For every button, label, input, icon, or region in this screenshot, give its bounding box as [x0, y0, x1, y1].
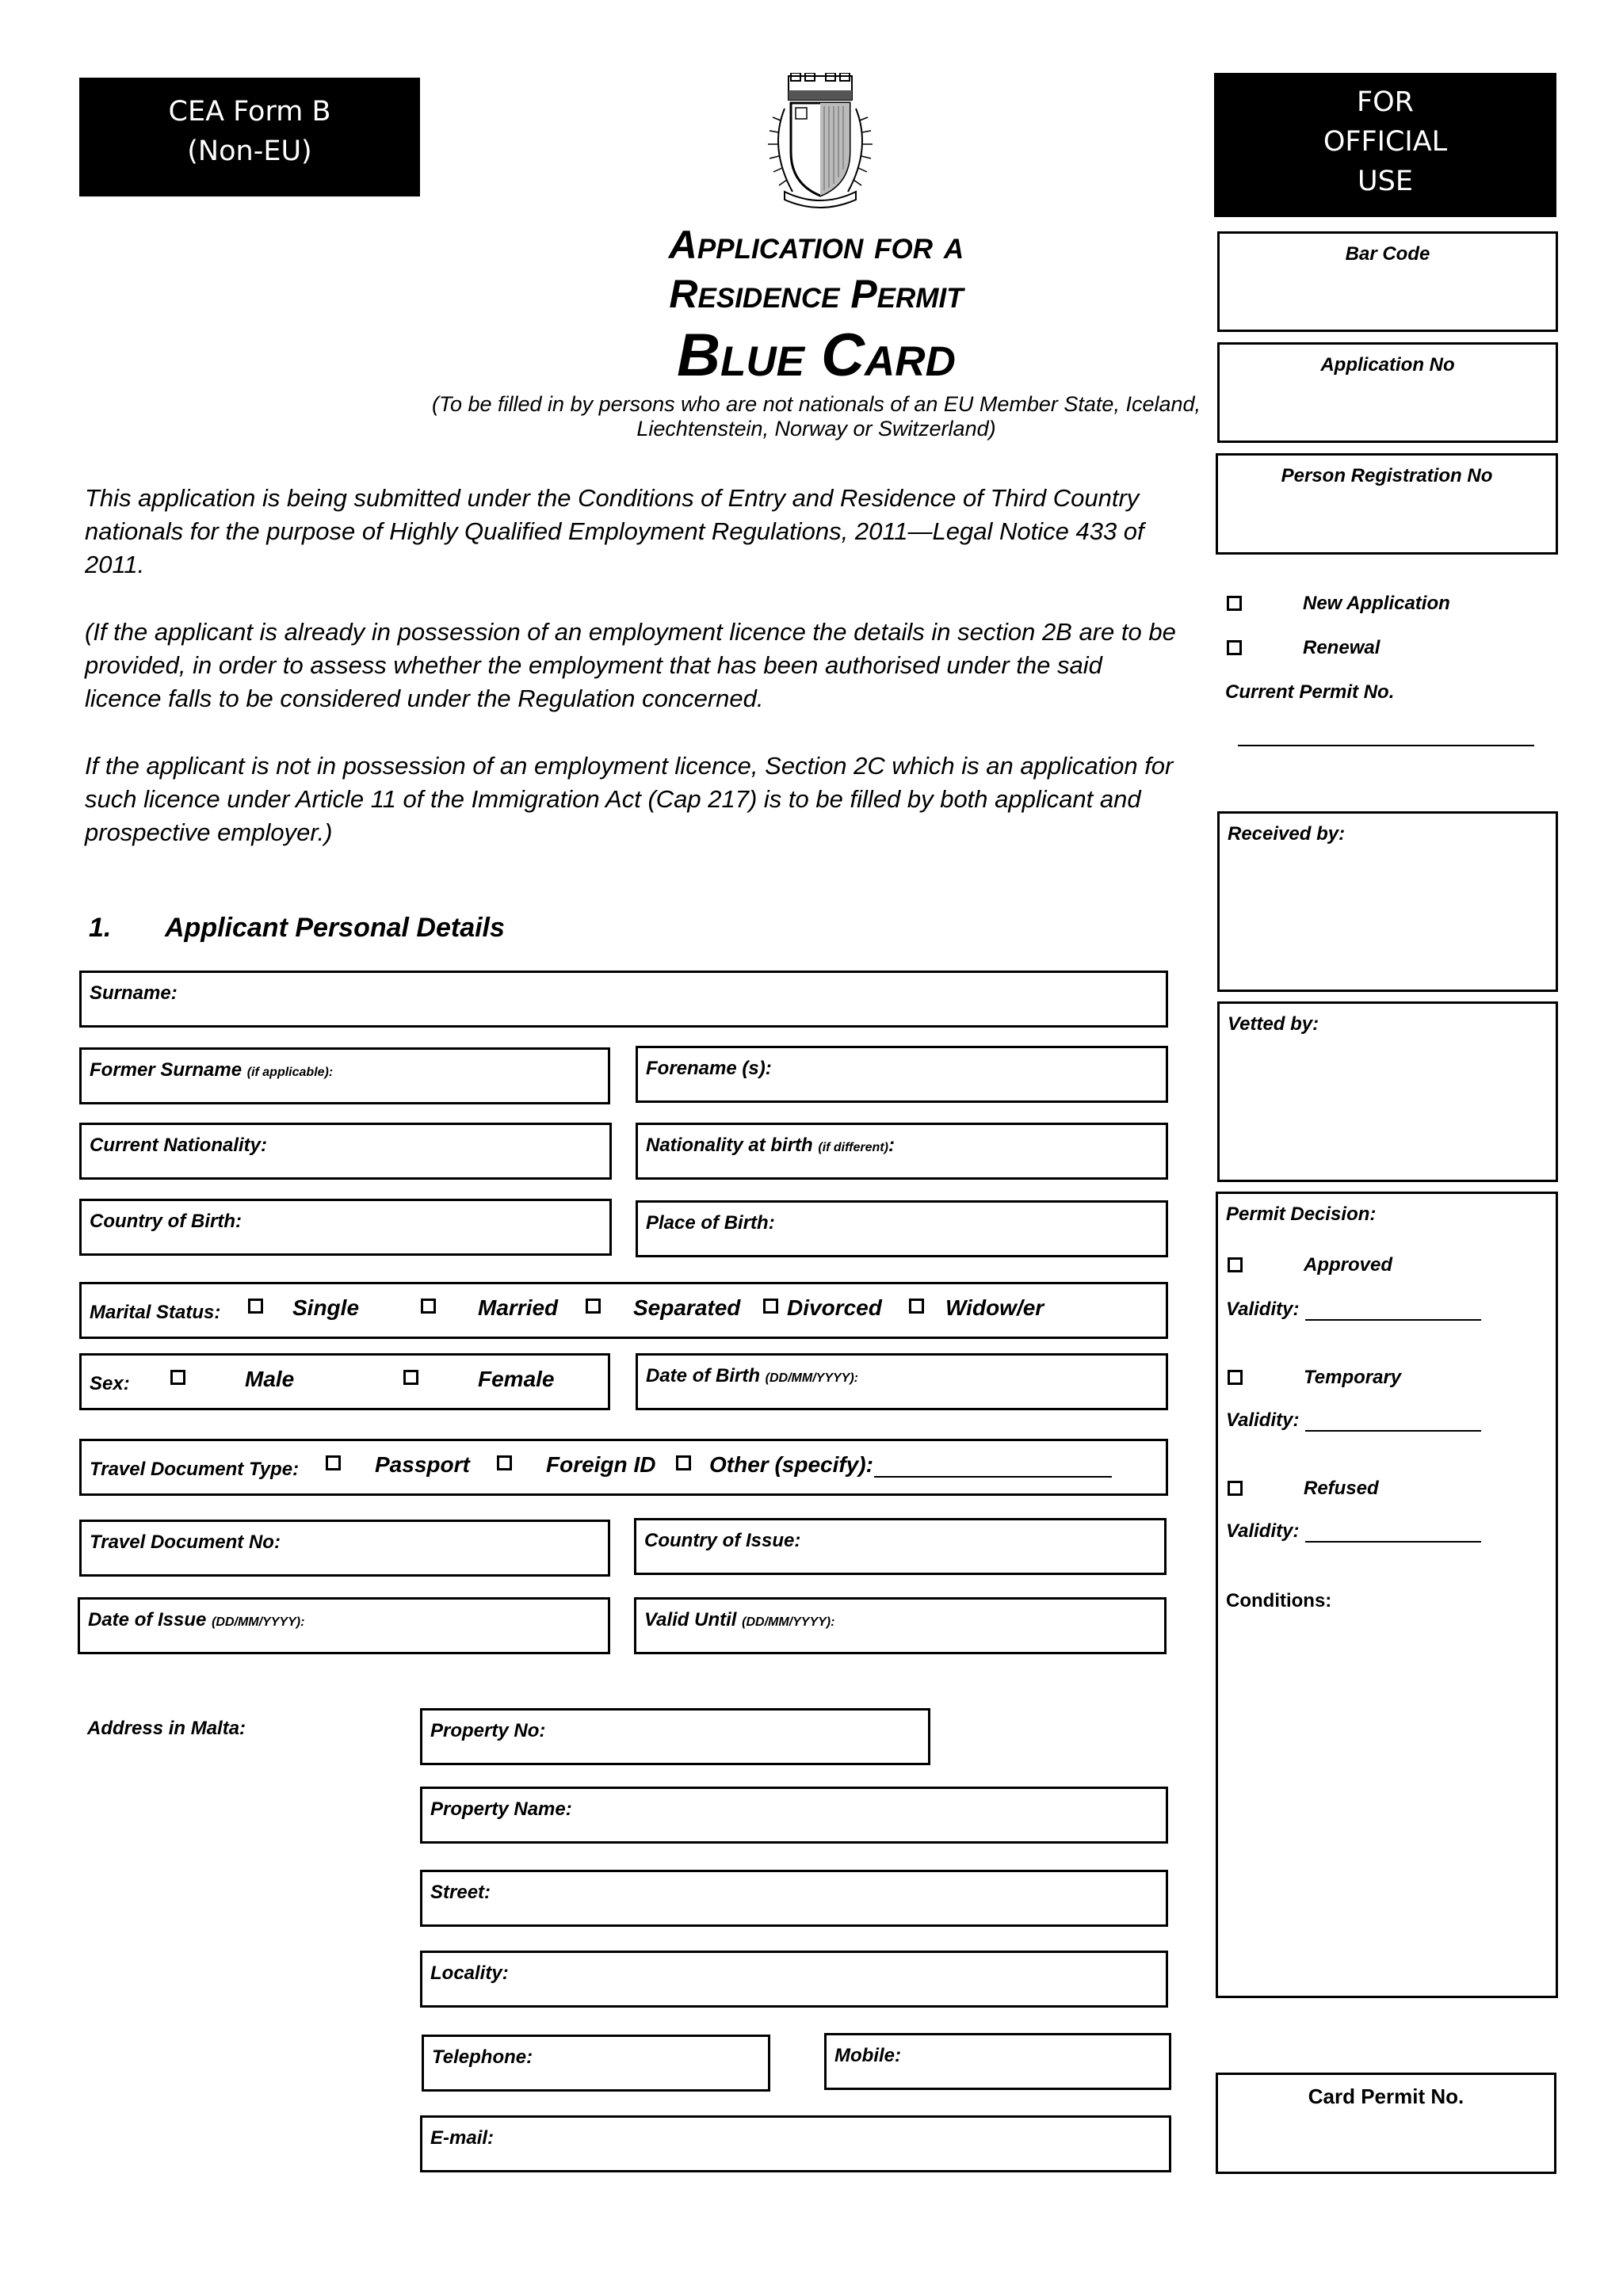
- approved-validity-label: Validity:: [1226, 1299, 1300, 1320]
- property-no-label: Property No:: [430, 1720, 546, 1741]
- form-code-box: [79, 78, 420, 196]
- official-use-line2: OFFICIAL: [1323, 126, 1448, 158]
- country-issue-label: Country of Issue:: [644, 1530, 801, 1551]
- foreign-id-checkbox[interactable]: [497, 1455, 512, 1470]
- forenames-label: Forename (s):: [646, 1058, 772, 1079]
- subtitle-line1: (To be filled in by persons who are not nationals of an EU Member State, Iceland,: [431, 392, 1201, 416]
- title-line3: Blue Card: [677, 322, 956, 389]
- person-reg-no-label: Person Registration No: [1281, 465, 1493, 486]
- surname-field[interactable]: [79, 971, 1168, 1028]
- country-issue-field[interactable]: [634, 1518, 1167, 1575]
- other-doc-checkbox[interactable]: [676, 1455, 691, 1470]
- marital-status-row: [79, 1282, 1168, 1339]
- current-nationality-field[interactable]: [79, 1123, 612, 1180]
- former-surname-field[interactable]: [79, 1047, 610, 1104]
- intro-paragraph-1: This application is being submitted under the Conditions of Entry and Residence of Third Country nationals for the purpose of Highly Qualified Employment Regulations, 2011—Legal Notice 433 of 2011.: [85, 484, 1144, 578]
- mobile-field[interactable]: [824, 2033, 1171, 2090]
- application-no-box: [1217, 342, 1558, 443]
- renewal-label: Renewal: [1303, 637, 1381, 658]
- intro-paragraph-3: If the applicant is not in possession of an employment licence, Section 2C which is an application for such licence under Article 11 of the Immigration Act (Cap 217) is to be filled by both applicant and prospective employer.): [85, 752, 1174, 846]
- travel-doc-type-row: [79, 1439, 1168, 1496]
- title-line1: Application for a: [668, 223, 964, 267]
- conditions-label: Conditions:: [1226, 1590, 1332, 1611]
- street-field[interactable]: [420, 1870, 1168, 1927]
- valid-until-label: Valid Until: [644, 1609, 737, 1630]
- form-code-line2: (Non-EU): [187, 135, 312, 167]
- travel-doc-type-label: Travel Document Type:: [90, 1459, 300, 1480]
- dob-label: Date of Birth: [646, 1365, 760, 1386]
- application-no-label: Application No: [1320, 354, 1455, 376]
- refused-label: Refused: [1304, 1478, 1379, 1499]
- section-number: 1.: [89, 913, 112, 943]
- travel-doc-no-field[interactable]: [79, 1520, 610, 1577]
- vetted-by-box: [1217, 1001, 1558, 1182]
- permit-decision-label: Permit Decision:: [1226, 1203, 1377, 1225]
- coat-of-arms-emblem: [761, 73, 880, 212]
- property-no-field[interactable]: [420, 1708, 930, 1765]
- marital-single-checkbox[interactable]: [248, 1299, 263, 1314]
- refused-validity-label: Validity:: [1226, 1520, 1300, 1542]
- passport-label: Passport: [375, 1452, 470, 1477]
- sex-male-checkbox[interactable]: [170, 1370, 185, 1385]
- forenames-field[interactable]: [636, 1046, 1168, 1103]
- marital-separated-checkbox[interactable]: [586, 1299, 601, 1314]
- property-name-field[interactable]: [420, 1787, 1168, 1844]
- place-birth-label: Place of Birth:: [646, 1212, 775, 1234]
- current-nationality-label: Current Nationality:: [90, 1135, 268, 1156]
- sex-female-label: Female: [478, 1367, 555, 1391]
- received-by-box: [1217, 811, 1558, 992]
- nationality-birth-field[interactable]: [636, 1123, 1168, 1180]
- valid-until-field[interactable]: [634, 1597, 1167, 1654]
- address-malta-label: Address in Malta:: [87, 1718, 246, 1739]
- subtitle-line2: Liechtenstein, Norway or Switzerland): [636, 417, 996, 441]
- person-reg-no-box: [1216, 453, 1558, 555]
- new-application-checkbox[interactable]: [1227, 596, 1242, 611]
- title-line2: Residence Permit: [669, 272, 964, 316]
- marital-separated-label: Separated: [633, 1295, 741, 1320]
- approved-validity-line[interactable]: [1305, 1319, 1481, 1321]
- intro-paragraph-2: (If the applicant is already in possession of an employment licence the details in section 2B are to be provided, in order to assess whether the employment that has been authorised under the said licence falls to be considered under the Regulation concerned.: [85, 618, 1176, 712]
- telephone-label: Telephone:: [432, 2046, 533, 2068]
- temporary-validity-label: Validity:: [1226, 1409, 1300, 1431]
- marital-divorced-label: Divorced: [787, 1295, 882, 1320]
- street-label: Street:: [430, 1882, 491, 1903]
- bar-code-label: Bar Code: [1345, 243, 1430, 265]
- refused-checkbox[interactable]: [1228, 1481, 1243, 1496]
- other-doc-label: Other (specify):: [709, 1452, 873, 1477]
- form-code-line1: CEA Form B: [168, 96, 331, 128]
- surname-label: Surname:: [90, 982, 178, 1004]
- renewal-checkbox[interactable]: [1227, 640, 1242, 655]
- approved-label: Approved: [1304, 1254, 1393, 1276]
- bar-code-box: [1217, 231, 1558, 332]
- marital-married-checkbox[interactable]: [421, 1299, 436, 1314]
- card-permit-no-label: Card Permit No.: [1308, 2084, 1465, 2108]
- locality-field[interactable]: [420, 1951, 1168, 2008]
- valid-until-note: (DD/MM/YYYY):: [742, 1615, 835, 1629]
- vetted-by-label: Vetted by:: [1228, 1013, 1319, 1035]
- official-use-line3: USE: [1358, 166, 1413, 197]
- country-birth-label: Country of Birth:: [90, 1211, 242, 1232]
- date-issue-note: (DD/MM/YYYY):: [212, 1615, 305, 1629]
- marital-divorced-checkbox[interactable]: [763, 1299, 778, 1314]
- sex-row: [79, 1353, 610, 1410]
- current-permit-no-label: Current Permit No.: [1225, 681, 1395, 703]
- former-surname-note: (if applicable):: [246, 1066, 334, 1079]
- mobile-label: Mobile:: [834, 2045, 901, 2066]
- current-permit-no-line[interactable]: [1238, 745, 1534, 746]
- date-issue-label: Date of Issue: [88, 1609, 207, 1630]
- date-issue-field[interactable]: [78, 1597, 610, 1654]
- permit-decision-box: [1216, 1192, 1558, 1998]
- foreign-id-label: Foreign ID: [546, 1452, 656, 1477]
- marital-widower-checkbox[interactable]: [909, 1299, 924, 1314]
- dob-note: (DD/MM/YYYY):: [765, 1371, 858, 1385]
- former-surname-label: Former Surname: [90, 1059, 242, 1081]
- official-use-line1: FOR: [1357, 86, 1414, 118]
- nationality-birth-colon: :: [888, 1135, 895, 1156]
- sex-label: Sex:: [90, 1373, 130, 1394]
- official-use-box: [1214, 73, 1556, 217]
- marital-widower-label: Widow/er: [945, 1295, 1044, 1320]
- email-field[interactable]: [420, 2115, 1171, 2172]
- property-name-label: Property Name:: [430, 1798, 572, 1820]
- section-heading: Applicant Personal Details: [165, 913, 505, 943]
- marital-status-label: Marital Status:: [90, 1302, 221, 1323]
- temporary-validity-line[interactable]: [1305, 1430, 1481, 1432]
- sex-male-label: Male: [245, 1367, 295, 1391]
- refused-validity-line[interactable]: [1305, 1541, 1481, 1543]
- travel-doc-no-label: Travel Document No:: [90, 1531, 281, 1553]
- card-permit-no-box: [1216, 2073, 1556, 2174]
- locality-label: Locality:: [430, 1962, 509, 1984]
- marital-single-label: Single: [292, 1295, 360, 1320]
- other-doc-specify-line[interactable]: [874, 1476, 1112, 1478]
- passport-checkbox[interactable]: [326, 1455, 341, 1470]
- country-birth-field[interactable]: [79, 1199, 612, 1256]
- nationality-birth-label: Nationality at birth: [646, 1135, 813, 1156]
- temporary-checkbox[interactable]: [1228, 1370, 1243, 1385]
- temporary-label: Temporary: [1304, 1367, 1402, 1388]
- new-application-label: New Application: [1303, 593, 1450, 614]
- nationality-birth-note: (if different): [818, 1141, 888, 1154]
- received-by-label: Received by:: [1228, 823, 1346, 845]
- telephone-field[interactable]: [422, 2035, 770, 2092]
- email-label: E-mail:: [430, 2127, 495, 2149]
- sex-female-checkbox[interactable]: [403, 1370, 418, 1385]
- marital-married-label: Married: [478, 1295, 559, 1320]
- place-birth-field[interactable]: [636, 1200, 1168, 1257]
- approved-checkbox[interactable]: [1228, 1257, 1243, 1272]
- dob-field[interactable]: [636, 1353, 1168, 1410]
